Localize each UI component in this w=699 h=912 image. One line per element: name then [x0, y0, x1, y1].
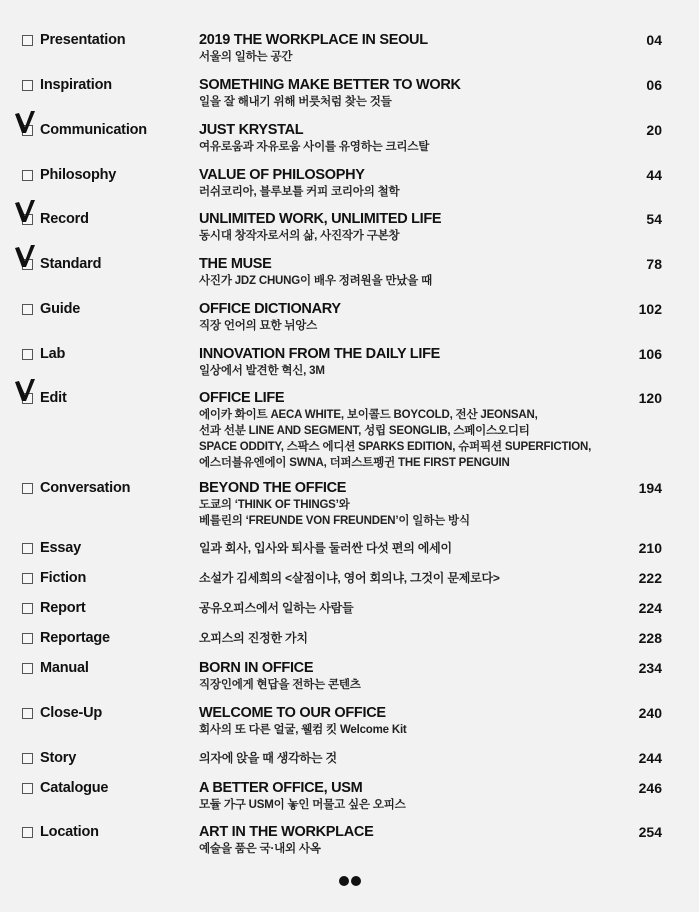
entry-title: VALUE OF PHILOSOPHY: [199, 167, 365, 183]
entry-titles: [199, 599, 629, 617]
entry-titles: [199, 300, 629, 334]
entry-subtitle: 일상에서 발견한 혁신, 3M: [199, 365, 325, 377]
entry-titles: [199, 539, 629, 557]
entry-titles: [199, 629, 629, 647]
checkmark-icon: [14, 110, 36, 134]
checkbox[interactable]: [22, 573, 33, 584]
entry-titles: [199, 704, 629, 738]
entry-subtitle: 예술을 품은 국·내외 사옥: [199, 843, 321, 855]
page-number: 210: [638, 540, 662, 556]
entry-subtitle: 에이카 화이트 AECA WHITE, 보이콜드 BOYCOLD, 전산 JEONSAN,: [199, 409, 538, 421]
entry-title: BORN IN OFFICE: [199, 660, 314, 676]
page-number: 54: [646, 211, 662, 227]
checkbox[interactable]: [22, 663, 33, 674]
entry-subtitle: 여유로움과 자유로움 사이를 유영하는 크리스탈: [199, 141, 430, 153]
entry-titles: [199, 210, 629, 244]
page-number: 234: [638, 660, 662, 676]
entry-titles: [199, 479, 629, 529]
section-name: Fiction: [40, 570, 87, 586]
page-number: 254: [638, 824, 662, 840]
section-name: Close-Up: [40, 705, 103, 721]
checkbox[interactable]: [22, 543, 33, 554]
entry-titles: [199, 121, 629, 155]
section-name: Location: [40, 824, 99, 840]
entry-titles: [199, 659, 629, 693]
checkbox[interactable]: [22, 170, 33, 181]
page-number: 06: [646, 77, 662, 93]
entry-titles: [199, 76, 629, 110]
entry-titles: [199, 779, 629, 813]
checkbox[interactable]: [22, 708, 33, 719]
entry-subtitle: 직장인에게 현답을 전하는 콘텐츠: [199, 679, 361, 691]
entry-subtitle: 일과 회사, 입사와 퇴사를 둘러싼 다섯 편의 에세이: [199, 541, 452, 555]
entry-subtitle: 일을 잘 해내기 위해 버릇처럼 찾는 것들: [199, 96, 392, 108]
checkbox[interactable]: [22, 753, 33, 764]
section-name: Reportage: [40, 630, 110, 646]
page-number: 44: [646, 167, 662, 183]
entry-subtitle: 공유오피스에서 일하는 사람들: [199, 601, 354, 615]
entry-title: OFFICE LIFE: [199, 390, 285, 406]
entry-titles: [199, 569, 629, 587]
entry-title: BEYOND THE OFFICE: [199, 480, 347, 496]
entry-titles: [199, 389, 629, 471]
checkbox[interactable]: [22, 783, 33, 794]
section-name: Conversation: [40, 480, 131, 496]
entry-title: WELCOME TO OUR OFFICE: [199, 705, 386, 721]
page-number: 120: [638, 390, 662, 406]
entry-titles: [199, 255, 629, 289]
section-name: Standard: [40, 256, 102, 272]
checkmark-icon: [14, 378, 36, 402]
entry-subtitle: 소설가 김세희의 <살점이냐, 영어 회의냐, 그것이 문제로다>: [199, 571, 500, 585]
section-name: Philosophy: [40, 167, 117, 183]
section-name: Catalogue: [40, 780, 109, 796]
section-name: Communication: [40, 122, 147, 138]
page-dot: [339, 876, 349, 886]
page-number: 224: [638, 600, 662, 616]
page-number: 240: [638, 705, 662, 721]
entry-subtitle: 오피스의 진정한 가치: [199, 631, 308, 645]
checkbox[interactable]: [22, 633, 33, 644]
entry-subtitle: 에스더블유엔에이 SWNA, 더퍼스트펭귄 THE FIRST PENGUIN: [199, 457, 510, 469]
entry-subtitle: 직장 언어의 묘한 뉘앙스: [199, 320, 318, 332]
page-dot: [351, 876, 361, 886]
page-number: 04: [646, 32, 662, 48]
section-name: Inspiration: [40, 77, 112, 93]
checkbox[interactable]: [22, 35, 33, 46]
entry-title: OFFICE DICTIONARY: [199, 301, 341, 317]
entry-titles: [199, 823, 629, 857]
entry-title: UNLIMITED WORK, UNLIMITED LIFE: [199, 211, 442, 227]
entry-subtitle: 선과 선분 LINE AND SEGMENT, 성립 SEONGLIB, 스페이스오디티: [199, 425, 530, 437]
entry-subtitle: 서울의 일하는 공간: [199, 51, 293, 63]
entry-title: 2019 THE WORKPLACE IN SEOUL: [199, 32, 428, 48]
entry-subtitle: 회사의 또 다른 얼굴, 웰컴 킷 Welcome Kit: [199, 724, 407, 736]
entry-title: A BETTER OFFICE, USM: [199, 780, 363, 796]
entry-title: SOMETHING MAKE BETTER TO WORK: [199, 77, 461, 93]
checkbox[interactable]: [22, 483, 33, 494]
page-number: 106: [638, 346, 662, 362]
page-number: 246: [638, 780, 662, 796]
page-number: 222: [638, 570, 662, 586]
section-name: Report: [40, 600, 86, 616]
checkbox[interactable]: [22, 603, 33, 614]
entry-subtitle: 모듈 가구 USM이 놓인 머물고 싶은 오피스: [199, 799, 406, 811]
page-indicator: [339, 876, 361, 886]
entry-titles: [199, 166, 629, 200]
entry-subtitle: 의자에 앉을 때 생각하는 것: [199, 751, 337, 765]
page-number: 244: [638, 750, 662, 766]
page-number: 78: [646, 256, 662, 272]
entry-titles: [199, 749, 629, 767]
section-name: Edit: [40, 390, 67, 406]
section-name: Guide: [40, 301, 81, 317]
section-name: Essay: [40, 540, 81, 556]
section-name: Manual: [40, 660, 89, 676]
page-number: 20: [646, 122, 662, 138]
checkmark-icon: [14, 244, 36, 268]
entry-subtitle: 사진가 JDZ CHUNG이 배우 정려원을 만났을 때: [199, 275, 432, 287]
checkbox[interactable]: [22, 827, 33, 838]
entry-titles: [199, 31, 629, 65]
entry-title: THE MUSE: [199, 256, 272, 272]
entry-subtitle: 러쉬코리아, 블루보틀 커피 코리아의 철학: [199, 186, 400, 198]
section-name: Record: [40, 211, 89, 227]
checkbox[interactable]: [22, 80, 33, 91]
entry-subtitle: 베를린의 ‘FREUNDE VON FREUNDEN’이 일하는 방식: [199, 515, 470, 527]
section-name: Story: [40, 750, 77, 766]
checkbox[interactable]: [22, 349, 33, 360]
entry-title: INNOVATION FROM THE DAILY LIFE: [199, 346, 440, 362]
entry-subtitle: SPACE ODDITY, 스팍스 에디션 SPARKS EDITION, 슈퍼픽션 SUPERFICTION,: [199, 441, 592, 453]
page-number: 228: [638, 630, 662, 646]
entry-title: ART IN THE WORKPLACE: [199, 824, 374, 840]
checkbox[interactable]: [22, 304, 33, 315]
entry-titles: [199, 345, 629, 379]
section-name: Presentation: [40, 32, 126, 48]
entry-subtitle: 도쿄의 ‘THINK OF THINGS’와: [199, 499, 350, 511]
checkmark-icon: [14, 199, 36, 223]
section-name: Lab: [40, 346, 66, 362]
page-number: 194: [638, 480, 662, 496]
entry-title: JUST KRYSTAL: [199, 122, 304, 138]
page-number: 102: [638, 301, 662, 317]
entry-subtitle: 동시대 창작자로서의 삶, 사진작가 구본창: [199, 230, 400, 242]
